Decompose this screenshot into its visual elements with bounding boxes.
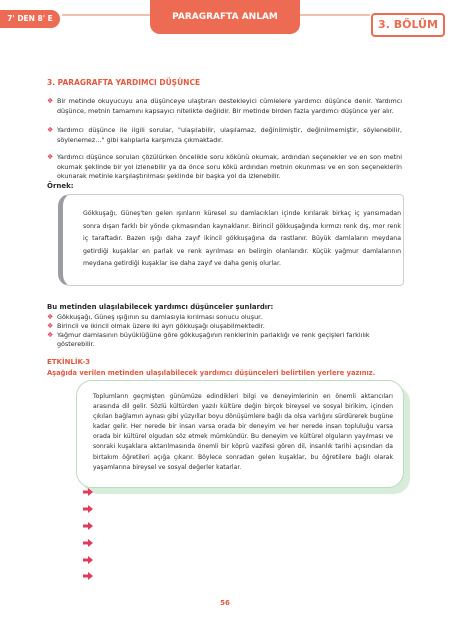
- info-bullet: [47, 97, 402, 116]
- bullet-text: Yardımcı düşünce ile ilgili sorular, "ulaşılabilir, ulaşılamaz, değinilmiştir, değinilmemiştir, söylenebilir, söylenemez…" gibi kalıplarla karşımıza çıkmaktadır.: [57, 126, 402, 144]
- reachable-item-text: Yağmur damlasının büyüklüğüne göre gökkuşağının renklerinin parlaklığı ve renk geçişleri farklılık gösterebilir.: [57, 331, 370, 349]
- reachable-item: [47, 313, 402, 322]
- example-label: Örnek:: [47, 182, 74, 190]
- diamond-bullet-icon: ❖: [47, 126, 54, 134]
- info-bullet: [47, 153, 402, 182]
- answer-arrow-icon: [83, 522, 93, 530]
- answer-arrow-icon: [83, 539, 93, 547]
- page-header: [0, 0, 450, 46]
- bullet-text: Bir metinde okuyucuyu ana düşünceye ulaştıran destekleyici cümlelere yardımcı düşünce denir. Yardımcı düşünce, metnin tamamını kapsayıcı nitelikte değildir. Bir metinde birden fazla yardımcı düşünce yer alır.: [57, 97, 402, 115]
- diamond-bullet-icon: ❖: [47, 331, 54, 339]
- section-title: 3. PARAGRAFTA YARDIMCI DÜŞÜNCE: [47, 78, 201, 87]
- section-badge: [371, 13, 445, 37]
- example-box: [58, 194, 404, 286]
- reachable-title: Bu metinden ulaşılabilecek yardımcı düşünceler şunlardır:: [47, 303, 274, 311]
- info-bullet: [47, 126, 402, 145]
- diamond-bullet-icon: ❖: [47, 322, 54, 330]
- grade-label: 7' DEN 8' E: [7, 14, 53, 23]
- grade-tab: [0, 10, 60, 28]
- diamond-bullet-icon: ❖: [47, 313, 54, 321]
- example-text: Gökkuşağı, Güneş'ten gelen ışınların küresel su damlacıkları içinde kırılarak birkaç iç yansımadan sonra dışarı farklı bir yönde çıkmasından kaynaklanır. Birincil gökkuşağında kırmızı renk dış, mor renk iç taraftadır. Bazen ışığı daha zayıf ikincil gökkuşağına da rastlanır. Büyük damlaların meydana getirdiği kuşaklar en parlak ve renk ayrılması en belirgin olanlarıdır. Küçük yağmur damlalarının meydana getirdiği kuşaklar ise daha zayıf ve daha geniş olurlar.: [83, 210, 401, 268]
- answer-arrow-icon: [83, 556, 93, 564]
- activity-text: Toplumların geçmişten günümüze edindikleri bilgi ve deneyimlerinin en önemli aktarıcıları arasında dil gelir. Sözlü kültürden yazılı kültüre değin birçok bireysel ve sosyal birikim, içinden çıkılan bağlamın aynası gibi yüzyıllar boyu dönüşümlere bağlı da olsa varlığını sürdürerek bugüne kadar gelir. Her nerede bir insan varsa orada bir deneyim ve her nerede insan topluluğu varsa orada bir kültürel olgudan söz etmek mümkündür. Bu deneyim ve kültürel olguların yayılması ve sonraki kuşaklara aktarılmasında önemli bir köprü vazifesi gören dil, insanlık tarihi açısından da birtakım öğretileri açığa çıkarır. Böylece sonradan gelen kuşaklar, bu öğretilere bağlı olarak yaşamlarına bireysel ve sosyal değerler katarlar.: [93, 393, 393, 471]
- answer-arrow-icon: [83, 488, 93, 496]
- section-label: 3. BÖLÜM: [378, 18, 438, 31]
- answer-arrow-icon: [83, 572, 93, 580]
- page-title: PARAGRAFTA ANLAM: [172, 12, 278, 22]
- answer-arrow-icon: [83, 505, 93, 513]
- activity-title: ETKİNLİK-3: [47, 358, 91, 366]
- diamond-bullet-icon: ❖: [47, 153, 54, 161]
- page-number: 56: [220, 599, 230, 607]
- reachable-item-text: Birincil ve ikincil olmak üzere iki ayrı gökkuşağı oluşabilmektedir.: [57, 322, 265, 330]
- reachable-item: [47, 331, 402, 350]
- diamond-bullet-icon: ❖: [47, 97, 54, 105]
- title-tab: [150, 0, 300, 34]
- activity-instructions: Aşağıda verilen metinden ulaşılabilecek yardımcı düşünceleri belirtilen yerlere yazınız.: [47, 369, 376, 377]
- activity-text-box: [76, 380, 404, 488]
- bullet-text: Yardımcı düşünce soruları çözülürken öncelikle soru kökünü okumak, ardından seçenekler ve en son metni okumak şeklinde bir yol izlenebilir ya da önce soru kökü ardından metnin okunması ve en son seçeneklerin okunarak metinle karşılaştırılması şeklinde bir başka yol da izlenebilir.: [57, 153, 402, 181]
- reachable-item: [47, 322, 402, 331]
- reachable-item-text: Gökkuşağı, Güneş ışığının su damlasıyla kırılması sonucu oluşur.: [57, 313, 263, 321]
